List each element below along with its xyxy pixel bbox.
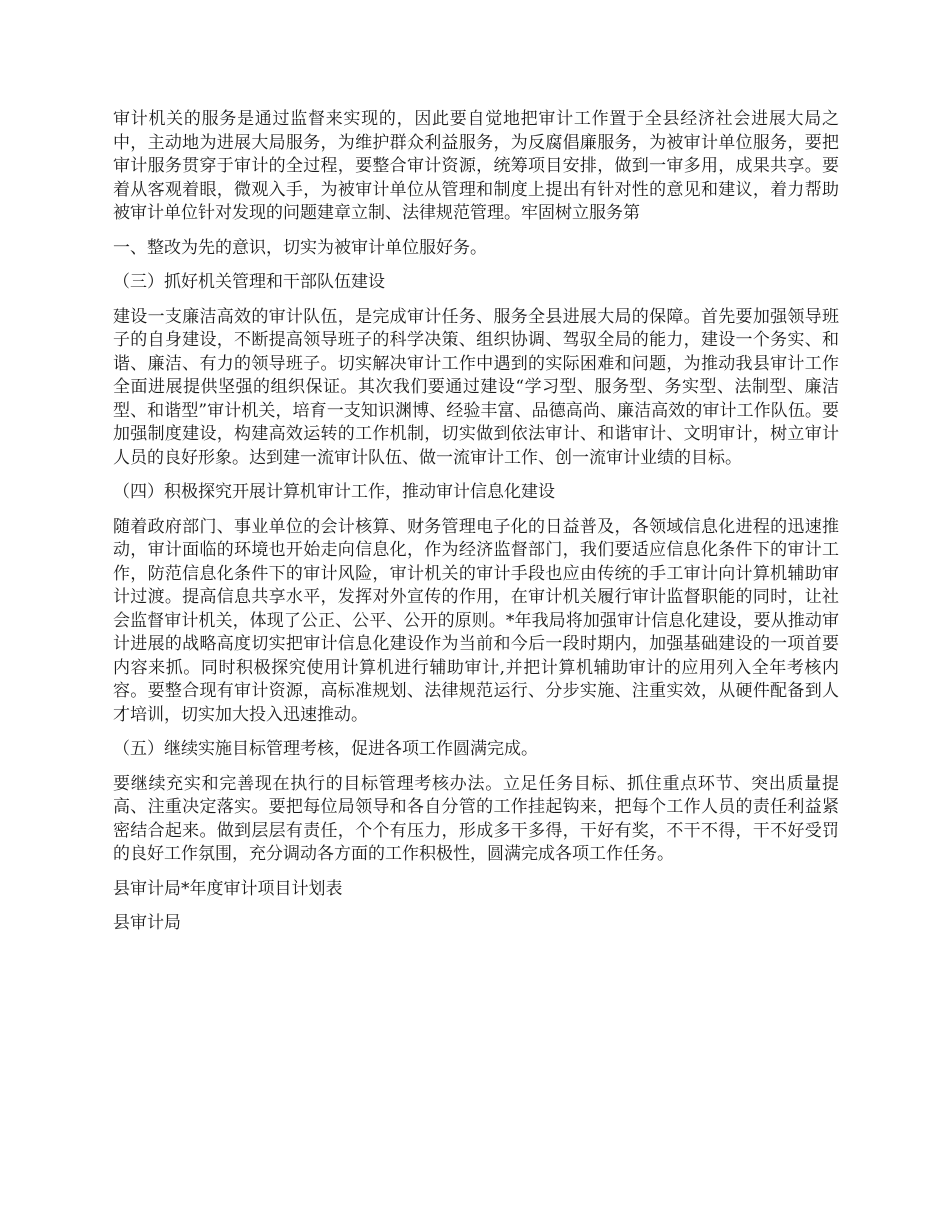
heading-section-three: （三）抓好机关管理和干部队伍建设 <box>113 272 385 292</box>
heading-rectification-awareness: 一、整改为先的意识，切实为被审计单位服好务。 <box>113 237 487 258</box>
paragraph-team-building: 建设一支廉洁高效的审计队伍，是完成审计任务、服务全县进展大局的保障。首先要加强领导班子的自身建设，不断提高领导班子的科学决策、组织协调、驾驭全局的能力，建设一个务实、和谐、廉洁、有力的领导班子。切实解决审计工作中遇到的实际困难和问题，为推动我县审计工作全面进展提供坚强的组织保证。其次我们要通过建设“学习型、服务型、务实型、法制型、廉洁型、和谐型”审计机关，培育一支知识渊博、经验丰富、品德高尚、廉洁高效的审计工作队伍。要加强制度建设，构建高效运转的工作机制，切实做到依法审计、和谐审计、文明审计，树立审计人员的良好形象。达到建一流审计队伍、做一流审计工作、创一流审计业绩的目标。 <box>113 306 839 468</box>
document-body <box>113 108 839 947</box>
heading-plan-table-title: 县审计局*年度审计项目计划表 <box>113 878 343 899</box>
paragraph-target-management: 要继续充实和完善现在执行的目标管理考核办法。立足任务目标、抓住重点环节、突出质量提高、注重决定落实。要把每位局领导和各自分管的工作挂起钩来，把每个工作人员的责任利益紧密结合起来。做到层层有责任，个个有压力，形成多干多得，干好有奖，不干不得，干不好受罚的良好工作氛围，充分调动各方面的工作积极性，圆满完成各项工作任务。 <box>113 773 839 864</box>
heading-section-five: （五）继续实施目标管理考核，促进各项工作圆满完成。 <box>113 739 538 759</box>
paragraph-service-principle: 审计机关的服务是通过监督来实现的，因此要自觉地把审计工作置于全县经济社会进展大局之中，主动地为进展大局服务，为维护群众利益服务，为反腐倡廉服务，为被审计单位服务，要把审计服务贯穿于审计的全过程，要整合审计资源，统筹项目安排，做到一审多用，成果共享。要着从客观着眼，微观入手，为被审计单位从管理和制度上提出有针对性的意见和建议，着力帮助被审计单位针对发现的问题建章立制、法律规范管理。牢固树立服务第 <box>113 109 839 223</box>
heading-section-four: （四）积极探究开展计算机审计工作，推动审计信息化建设 <box>113 482 555 502</box>
paragraph-computer-audit: 随着政府部门、事业单位的会计核算、财务管理电子化的日益普及，各领域信息化进程的迅速推动，审计面临的环境也开始走向信息化，作为经济监督部门，我们要适应信息化条件下的审计工作，防范信息化条件下的审计风险，审计机关的审计手段也应由传统的手工审计向计算机辅助审计过渡。提高信息共享水平，发挥对外宣传的作用，在审计机关履行审计监督职能的同时，让社会监督审计机关，体现了公正、公平、公开的原则。*年我局将加强审计信息化建设，要从推动审计进展的战略高度切实把审计信息化建设作为当前和今后一段时期内，加强基础建设的一项首要内容来抓。同时积极探究使用计算机进行辅助审计,并把计算机辅助审计的应用列入全年考核内容。要整合现有审计资源，高标准规划、法律规范运行、分步实施、注重实效，从硬件配备到人才培训，切实加大投入迅速推动。 <box>113 516 839 725</box>
issuer-name: 县审计局 <box>113 913 181 933</box>
